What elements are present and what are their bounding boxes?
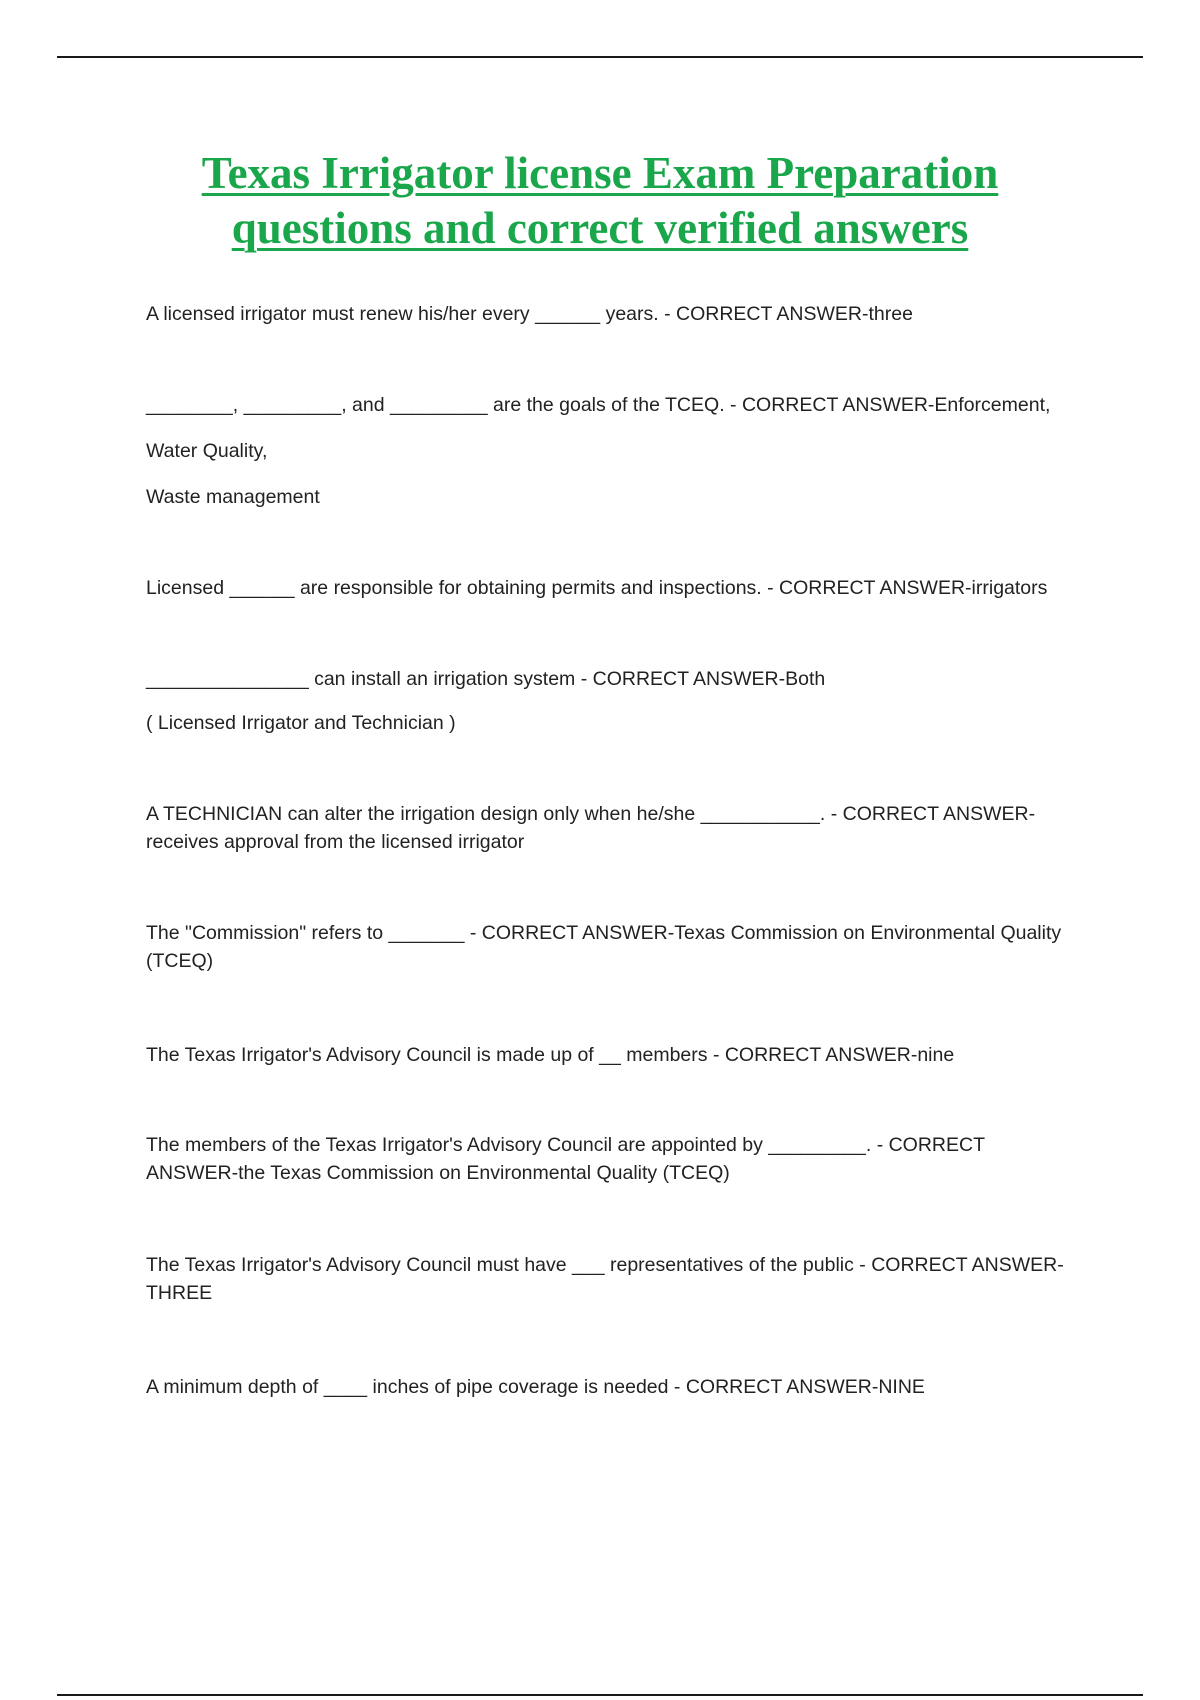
title-line-2: questions and correct verified answers (231, 203, 969, 253)
qa-text-continued: ( Licensed Irrigator and Technician ) (146, 712, 456, 734)
qa-text-continued: receives approval from the licensed irrigator (146, 831, 525, 853)
qa-text: Licensed ______ are responsible for obtaining permits and inspections. - CORRECT ANSWER-irrigators (146, 577, 1048, 599)
qa-text-continued: Water Quality, (146, 440, 268, 462)
qa-text-continued: THREE (146, 1282, 213, 1304)
qa-text: A licensed irrigator must renew his/her every ______ years. - CORRECT ANSWER-three (146, 303, 913, 325)
qa-text: A TECHNICIAN can alter the irrigation design only when he/she ___________. - CORRECT ANSWER- (146, 803, 1036, 825)
qa-text: _______________ can install an irrigation system - CORRECT ANSWER-Both (146, 668, 826, 690)
qa-text-continued: Waste management (146, 486, 320, 508)
qa-text: The Texas Irrigator's Advisory Council must have ___ representatives of the public - CORRECT ANSWER- (146, 1254, 1064, 1276)
qa-item-council-size (146, 1041, 1086, 1069)
qa-text-continued: (TCEQ) (146, 950, 214, 972)
qa-item-tceq-goals (146, 391, 1086, 511)
top-rule (57, 56, 1143, 58)
qa-item-council-appointment (146, 1131, 1086, 1187)
qa-item-commission (146, 919, 1086, 975)
bottom-rule (57, 1694, 1143, 1696)
qa-item-permits (146, 574, 1086, 602)
qa-item-install (146, 665, 1086, 737)
qa-text: The Texas Irrigator's Advisory Council is made up of __ members - CORRECT ANSWER-nine (146, 1044, 955, 1066)
qa-text: The "Commission" refers to _______ - CORRECT ANSWER-Texas Commission on Environmental Quality (146, 922, 1062, 944)
qa-item-public-reps (146, 1251, 1086, 1307)
qa-text: A minimum depth of ____ inches of pipe coverage is needed - CORRECT ANSWER-NINE (146, 1376, 925, 1398)
qa-text: ________, _________, and _________ are the goals of the TCEQ. - CORRECT ANSWER-Enforcement, (146, 394, 1051, 416)
qa-item-technician (146, 800, 1086, 856)
title-line-1: Texas Irrigator license Exam Preparation (201, 148, 999, 198)
document-title (60, 146, 1140, 256)
qa-text-continued: ANSWER-the Texas Commission on Environmental Quality (TCEQ) (146, 1162, 730, 1184)
qa-text: The members of the Texas Irrigator's Advisory Council are appointed by _________. - CORRECT (146, 1134, 986, 1156)
qa-item-pipe-depth (146, 1373, 1086, 1401)
qa-item-renewal (146, 300, 1086, 328)
